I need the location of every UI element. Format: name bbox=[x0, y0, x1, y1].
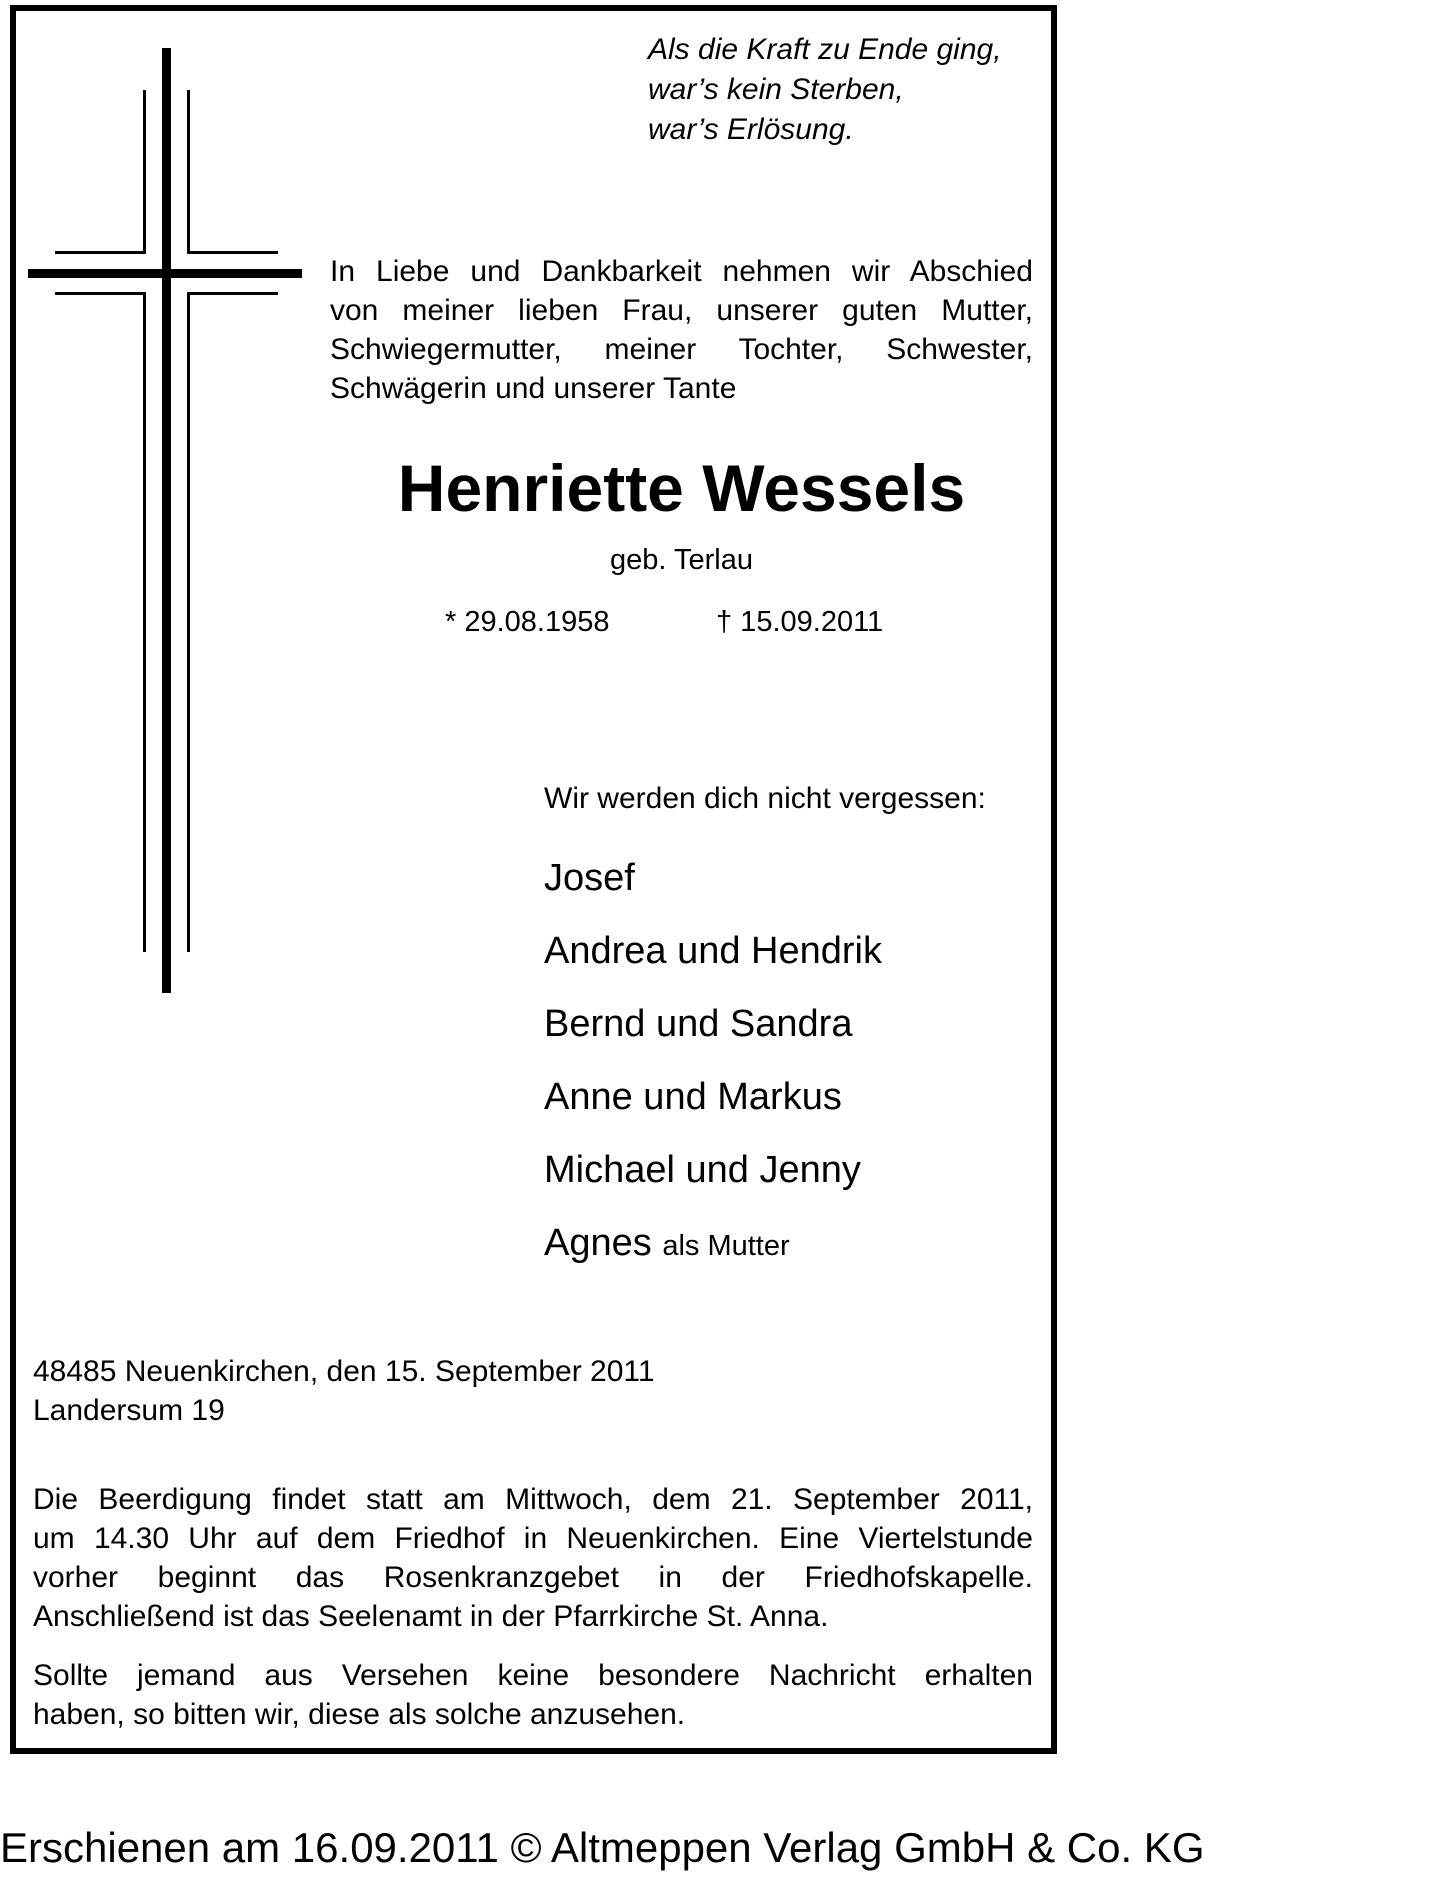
cross-icon bbox=[0, 0, 330, 1010]
notice-text bbox=[33, 1656, 1033, 1734]
death-date: † 15.09.2011 bbox=[716, 606, 884, 638]
list-item: Josef bbox=[544, 857, 635, 899]
notice-line: Sollte jemand aus Versehen keine besondere Nachricht erhalten bbox=[33, 1659, 1033, 1692]
funeral-line: vorher beginnt das Rosenkranzgebet in der Friedhofskapelle. bbox=[33, 1561, 1033, 1594]
list-item: Anne und Markus bbox=[544, 1076, 842, 1118]
list-item: Bernd und Sandra bbox=[544, 1003, 853, 1045]
intro-line: Schwägerin und unserer Tante bbox=[330, 372, 737, 405]
intro-line: In Liebe und Dankbarkeit nehmen wir Abschied bbox=[330, 255, 1033, 288]
maiden-name: geb. Terlau bbox=[610, 544, 753, 576]
address: Landersum 19 bbox=[33, 1394, 225, 1427]
motto-line: war’s Erlösung. bbox=[648, 113, 854, 146]
list-item: Michael und Jenny bbox=[544, 1149, 861, 1191]
list-item bbox=[544, 1220, 882, 1269]
deceased-name: Henriette Wessels bbox=[397, 451, 966, 525]
intro-line: Schwiegermutter, meiner Tochter, Schwester, bbox=[330, 333, 1033, 366]
funeral-line: Die Beerdigung findet statt am Mittwoch, dem 21. September 2011, bbox=[33, 1483, 1033, 1516]
funeral-line: Anschließend ist das Seelenamt in der Pfarrkirche St. Anna. bbox=[33, 1600, 829, 1633]
funeral-details bbox=[33, 1480, 1033, 1636]
place-date: 48485 Neuenkirchen, den 15. September 2011 bbox=[33, 1355, 655, 1388]
intro-line: von meiner lieben Frau, unserer guten Mutter, bbox=[330, 294, 1033, 327]
notice-line: haben, so bitten wir, diese als solche anzusehen. bbox=[33, 1698, 686, 1731]
mourners-list bbox=[544, 855, 882, 1296]
intro-text bbox=[330, 252, 1033, 408]
place-and-address bbox=[33, 1352, 655, 1430]
list-item: Andrea und Hendrik bbox=[544, 930, 882, 972]
mourner-relation: als Mutter bbox=[662, 1230, 790, 1262]
birth-date: * 29.08.1958 bbox=[445, 606, 610, 638]
motto-line: war’s kein Sterben, bbox=[648, 73, 904, 106]
motto-verse bbox=[648, 30, 1002, 150]
motto-line: Als die Kraft zu Ende ging, bbox=[648, 33, 1002, 66]
mourner-name: Agnes bbox=[544, 1222, 652, 1264]
mourners-heading: Wir werden dich nicht vergessen: bbox=[544, 782, 986, 815]
funeral-line: um 14.30 Uhr auf dem Friedhof in Neuenkirchen. Eine Viertelstunde bbox=[33, 1522, 1033, 1555]
publication-footer: Erschienen am 16.09.2011 © Altmeppen Verlag GmbH & Co. KG bbox=[0, 1824, 1205, 1871]
